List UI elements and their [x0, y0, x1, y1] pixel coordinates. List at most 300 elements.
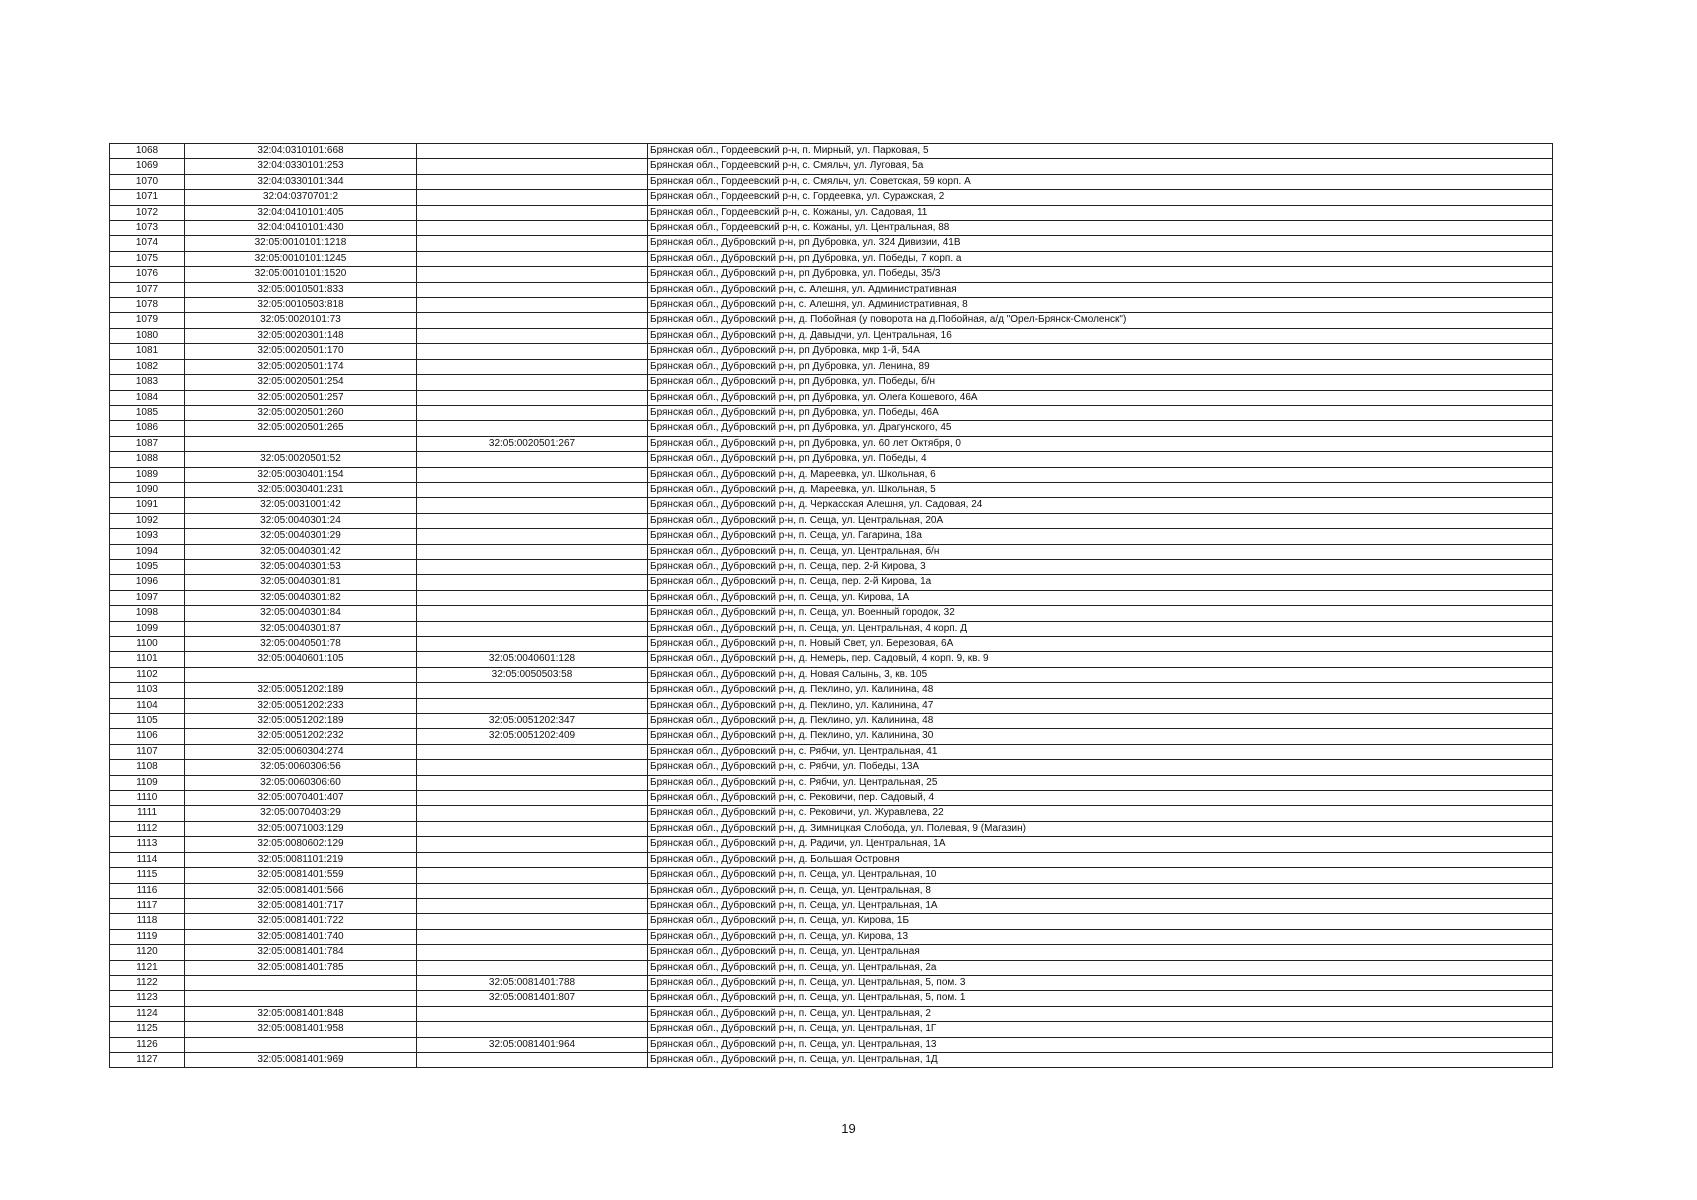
- table-row: [110, 637, 1553, 652]
- table-row: [110, 529, 1553, 544]
- cadastral-number-cell: 32:05:0010101:1245: [185, 251, 417, 266]
- address-cell: Брянская обл., Дубровский р-н, с. Рябчи, ул. Центральная, 25: [648, 775, 1553, 790]
- address-cell: Брянская обл., Дубровский р-н, п. Сеща, ул. Центральная, 2: [648, 1006, 1553, 1021]
- table-row: [110, 837, 1553, 852]
- address-cell: Брянская обл., Дубровский р-н, п. Сеща, ул. Центральная, 4 корп. Д: [648, 621, 1553, 636]
- address-cell: Брянская обл., Дубровский р-н, д. Давыдчи, ул. Центральная, 16: [648, 328, 1553, 343]
- cadastral-number-cell: 32:05:0080602:129: [185, 837, 417, 852]
- address-cell: Брянская обл., Дубровский р-н, с. Рековичи, пер. Садовый, 4: [648, 791, 1553, 806]
- cadastral-number-cell: 32:05:0081401:958: [185, 1022, 417, 1037]
- row-number-cell: 1088: [110, 452, 185, 467]
- table-row: [110, 729, 1553, 744]
- cadastral-number-secondary-cell: [417, 898, 648, 913]
- table-row: [110, 683, 1553, 698]
- address-cell: Брянская обл., Дубровский р-н, п. Сеща, ул. Центральная: [648, 945, 1553, 960]
- address-cell: Брянская обл., Дубровский р-н, д. Зимницкая Слобода, ул. Полевая, 9 (Магазин): [648, 821, 1553, 836]
- address-cell: Брянская обл., Дубровский р-н, с. Рябчи, ул. Победы, 13А: [648, 760, 1553, 775]
- row-number-cell: 1077: [110, 282, 185, 297]
- table-row: [110, 852, 1553, 867]
- table-body: [110, 144, 1553, 1068]
- table-row: [110, 236, 1553, 251]
- row-number-cell: 1092: [110, 513, 185, 528]
- cadastral-number-cell: 32:04:0330101:344: [185, 174, 417, 189]
- cadastral-number-cell: 32:05:0040301:87: [185, 621, 417, 636]
- row-number-cell: 1118: [110, 914, 185, 929]
- cadastral-number-secondary-cell: [417, 190, 648, 205]
- address-cell: Брянская обл., Дубровский р-н, рп Дубровка, ул. Драгунского, 45: [648, 421, 1553, 436]
- address-cell: Брянская обл., Гордеевский р-н, с. Смяльч, ул. Луговая, 5а: [648, 159, 1553, 174]
- row-number-cell: 1113: [110, 837, 185, 852]
- table-row: [110, 1037, 1553, 1052]
- table-row: [110, 667, 1553, 682]
- table-row: [110, 513, 1553, 528]
- cadastral-number-cell: [185, 436, 417, 451]
- table-row: [110, 174, 1553, 189]
- cadastral-number-cell: 32:05:0040301:53: [185, 559, 417, 574]
- cadastral-number-cell: 32:05:0010503:818: [185, 298, 417, 313]
- table-row: [110, 159, 1553, 174]
- table-row: [110, 575, 1553, 590]
- cadastral-number-cell: 32:05:0070401:407: [185, 791, 417, 806]
- row-number-cell: 1121: [110, 960, 185, 975]
- address-cell: Брянская обл., Дубровский р-н, п. Новый Свет, ул. Березовая, 6А: [648, 637, 1553, 652]
- row-number-cell: 1070: [110, 174, 185, 189]
- address-cell: Брянская обл., Дубровский р-н, рп Дубровка, ул. 324 Дивизии, 41В: [648, 236, 1553, 251]
- address-cell: Брянская обл., Дубровский р-н, рп Дубровка, ул. Ленина, 89: [648, 359, 1553, 374]
- cadastral-number-cell: 32:05:0060306:60: [185, 775, 417, 790]
- table-row: [110, 775, 1553, 790]
- table-row: [110, 975, 1553, 990]
- address-cell: Брянская обл., Дубровский р-н, п. Сеща, ул. Центральная, б/н: [648, 544, 1553, 559]
- cadastral-number-secondary-cell: 32:05:0020501:267: [417, 436, 648, 451]
- address-cell: Брянская обл., Дубровский р-н, д. Мареевка, ул. Школьная, 6: [648, 467, 1553, 482]
- cadastral-number-cell: 32:05:0010101:1218: [185, 236, 417, 251]
- table-row: [110, 267, 1553, 282]
- address-cell: Брянская обл., Дубровский р-н, с. Рябчи, ул. Центральная, 41: [648, 744, 1553, 759]
- table-row: [110, 205, 1553, 220]
- table-row: [110, 282, 1553, 297]
- row-number-cell: 1127: [110, 1052, 185, 1067]
- address-cell: Брянская обл., Дубровский р-н, д. Пеклино, ул. Калинина, 30: [648, 729, 1553, 744]
- row-number-cell: 1096: [110, 575, 185, 590]
- table-row: [110, 744, 1553, 759]
- cadastral-number-cell: 32:05:0081401:740: [185, 929, 417, 944]
- row-number-cell: 1114: [110, 852, 185, 867]
- cadastral-number-cell: 32:05:0040501:78: [185, 637, 417, 652]
- cadastral-number-secondary-cell: [417, 1052, 648, 1067]
- cadastral-number-cell: 32:05:0081401:848: [185, 1006, 417, 1021]
- cadastral-number-cell: [185, 1037, 417, 1052]
- cadastral-number-cell: [185, 975, 417, 990]
- table-row: [110, 559, 1553, 574]
- address-cell: Брянская обл., Дубровский р-н, д. Мареевка, ул. Школьная, 5: [648, 482, 1553, 497]
- cadastral-number-cell: 32:04:0410101:430: [185, 221, 417, 236]
- row-number-cell: 1076: [110, 267, 185, 282]
- cadastral-number-cell: 32:05:0060304:274: [185, 744, 417, 759]
- address-cell: Брянская обл., Дубровский р-н, п. Сеща, пер. 2-й Кирова, 1а: [648, 575, 1553, 590]
- table-row: [110, 806, 1553, 821]
- address-cell: Брянская обл., Дубровский р-н, п. Сеща, ул. Гагарина, 18а: [648, 529, 1553, 544]
- table-row: [110, 467, 1553, 482]
- row-number-cell: 1108: [110, 760, 185, 775]
- cadastral-number-cell: 32:05:0060306:56: [185, 760, 417, 775]
- table-row: [110, 405, 1553, 420]
- cadastral-number-cell: 32:05:0020501:260: [185, 405, 417, 420]
- table-row: [110, 652, 1553, 667]
- cadastral-number-cell: 32:05:0020501:52: [185, 452, 417, 467]
- cadastral-number-secondary-cell: [417, 914, 648, 929]
- cadastral-number-cell: 32:05:0020301:148: [185, 328, 417, 343]
- address-cell: Брянская обл., Гордеевский р-н, с. Смяльч, ул. Советская, 59 корп. А: [648, 174, 1553, 189]
- row-number-cell: 1095: [110, 559, 185, 574]
- table-row: [110, 436, 1553, 451]
- address-cell: Брянская обл., Дубровский р-н, рп Дубровка, ул. Победы, 35/3: [648, 267, 1553, 282]
- row-number-cell: 1082: [110, 359, 185, 374]
- row-number-cell: 1109: [110, 775, 185, 790]
- cadastral-number-secondary-cell: [417, 575, 648, 590]
- cadastral-number-cell: 32:05:0040301:24: [185, 513, 417, 528]
- address-cell: Брянская обл., Дубровский р-н, с. Алешня, ул. Административная, 8: [648, 298, 1553, 313]
- table-row: [110, 313, 1553, 328]
- cadastral-number-cell: 32:05:0081401:784: [185, 945, 417, 960]
- row-number-cell: 1115: [110, 868, 185, 883]
- cadastral-number-cell: 32:05:0010501:833: [185, 282, 417, 297]
- address-cell: Брянская обл., Дубровский р-н, д. Черкасская Алешня, ул. Садовая, 24: [648, 498, 1553, 513]
- row-number-cell: 1098: [110, 606, 185, 621]
- address-cell: Брянская обл., Дубровский р-н, п. Сеща, ул. Центральная, 20А: [648, 513, 1553, 528]
- row-number-cell: 1123: [110, 991, 185, 1006]
- cadastral-number-cell: 32:05:0020501:254: [185, 375, 417, 390]
- table-row: [110, 714, 1553, 729]
- address-cell: Брянская обл., Дубровский р-н, п. Сеща, пер. 2-й Кирова, 3: [648, 559, 1553, 574]
- cadastral-number-secondary-cell: [417, 221, 648, 236]
- cadastral-number-secondary-cell: [417, 390, 648, 405]
- row-number-cell: 1081: [110, 344, 185, 359]
- row-number-cell: 1100: [110, 637, 185, 652]
- cadastral-number-cell: 32:05:0010101:1520: [185, 267, 417, 282]
- table-row: [110, 1022, 1553, 1037]
- cadastral-number-secondary-cell: [417, 359, 648, 374]
- row-number-cell: 1087: [110, 436, 185, 451]
- cadastral-number-secondary-cell: [417, 313, 648, 328]
- table-row: [110, 760, 1553, 775]
- cadastral-number-cell: 32:05:0020501:257: [185, 390, 417, 405]
- address-cell: Брянская обл., Дубровский р-н, п. Сеща, ул. Центральная, 1Г: [648, 1022, 1553, 1037]
- cadastral-number-secondary-cell: [417, 298, 648, 313]
- cadastral-number-cell: 32:05:0020501:174: [185, 359, 417, 374]
- address-cell: Брянская обл., Дубровский р-н, рп Дубровка, ул. 60 лет Октября, 0: [648, 436, 1553, 451]
- cadastral-number-cell: 32:05:0081401:969: [185, 1052, 417, 1067]
- address-cell: Брянская обл., Дубровский р-н, п. Сеща, ул. Кирова, 1Б: [648, 914, 1553, 929]
- table-row: [110, 298, 1553, 313]
- row-number-cell: 1097: [110, 590, 185, 605]
- table-row: [110, 929, 1553, 944]
- cadastral-number-secondary-cell: [417, 637, 648, 652]
- address-cell: Брянская обл., Дубровский р-н, д. Большая Островня: [648, 852, 1553, 867]
- address-cell: Брянская обл., Дубровский р-н, рп Дубровка, ул. Победы, 46А: [648, 405, 1553, 420]
- cadastral-number-cell: 32:05:0070403:29: [185, 806, 417, 821]
- cadastral-number-secondary-cell: [417, 529, 648, 544]
- cadastral-number-cell: 32:05:0031001:42: [185, 498, 417, 513]
- row-number-cell: 1110: [110, 791, 185, 806]
- row-number-cell: 1124: [110, 1006, 185, 1021]
- cadastral-number-secondary-cell: [417, 1022, 648, 1037]
- table-row: [110, 190, 1553, 205]
- address-cell: Брянская обл., Дубровский р-н, п. Сеща, ул. Центральная, 13: [648, 1037, 1553, 1052]
- cadastral-number-secondary-cell: [417, 945, 648, 960]
- cadastral-number-secondary-cell: [417, 205, 648, 220]
- cadastral-number-secondary-cell: 32:05:0081401:807: [417, 991, 648, 1006]
- address-cell: Брянская обл., Гордеевский р-н, с. Гордеевка, ул. Суражская, 2: [648, 190, 1553, 205]
- address-cell: Брянская обл., Гордеевский р-н, с. Кожаны, ул. Садовая, 11: [648, 205, 1553, 220]
- address-cell: Брянская обл., Дубровский р-н, п. Сеща, ул. Центральная, 8: [648, 883, 1553, 898]
- cadastral-number-secondary-cell: [417, 698, 648, 713]
- cadastral-number-secondary-cell: [417, 744, 648, 759]
- cadastral-number-cell: 32:05:0040301:29: [185, 529, 417, 544]
- row-number-cell: 1125: [110, 1022, 185, 1037]
- cadastral-number-cell: 32:05:0051202:189: [185, 683, 417, 698]
- cadastral-number-secondary-cell: [417, 405, 648, 420]
- table-row: [110, 898, 1553, 913]
- cadastral-number-secondary-cell: [417, 606, 648, 621]
- address-cell: Брянская обл., Дубровский р-н, рп Дубровка, ул. Победы, 4: [648, 452, 1553, 467]
- row-number-cell: 1068: [110, 144, 185, 159]
- address-cell: Брянская обл., Гордеевский р-н, п. Мирный, ул. Парковая, 5: [648, 144, 1553, 159]
- cadastral-number-cell: 32:04:0310101:668: [185, 144, 417, 159]
- row-number-cell: 1112: [110, 821, 185, 836]
- address-cell: Брянская обл., Дубровский р-н, п. Сеща, ул. Центральная, 1Д: [648, 1052, 1553, 1067]
- table-row: [110, 590, 1553, 605]
- address-cell: Брянская обл., Дубровский р-н, рп Дубровка, ул. Олега Кошевого, 46А: [648, 390, 1553, 405]
- cadastral-number-cell: 32:05:0040301:81: [185, 575, 417, 590]
- row-number-cell: 1074: [110, 236, 185, 251]
- table-row: [110, 1006, 1553, 1021]
- row-number-cell: 1101: [110, 652, 185, 667]
- cadastral-number-cell: 32:05:0040301:42: [185, 544, 417, 559]
- row-number-cell: 1126: [110, 1037, 185, 1052]
- cadastral-number-secondary-cell: [417, 837, 648, 852]
- row-number-cell: 1102: [110, 667, 185, 682]
- row-number-cell: 1119: [110, 929, 185, 944]
- cadastral-number-secondary-cell: [417, 344, 648, 359]
- cadastral-number-cell: 32:05:0020101:73: [185, 313, 417, 328]
- cadastral-number-secondary-cell: [417, 929, 648, 944]
- cadastral-number-secondary-cell: [417, 328, 648, 343]
- address-cell: Брянская обл., Дубровский р-н, п. Сеща, ул. Военный городок, 32: [648, 606, 1553, 621]
- cadastral-number-cell: 32:05:0081401:566: [185, 883, 417, 898]
- cadastral-number-cell: 32:05:0081401:559: [185, 868, 417, 883]
- row-number-cell: 1099: [110, 621, 185, 636]
- address-cell: Брянская обл., Дубровский р-н, д. Побойная (у поворота на д.Побойная, а/д "Орел-Брянск-Смоленск"): [648, 313, 1553, 328]
- row-number-cell: 1105: [110, 714, 185, 729]
- cadastral-number-cell: 32:05:0040601:105: [185, 652, 417, 667]
- table-row: [110, 791, 1553, 806]
- row-number-cell: 1084: [110, 390, 185, 405]
- table-row: [110, 498, 1553, 513]
- cadastral-number-secondary-cell: [417, 559, 648, 574]
- row-number-cell: 1106: [110, 729, 185, 744]
- table-row: [110, 914, 1553, 929]
- cadastral-number-cell: 32:05:0051202:189: [185, 714, 417, 729]
- cadastral-number-secondary-cell: [417, 806, 648, 821]
- cadastral-number-secondary-cell: [417, 452, 648, 467]
- row-number-cell: 1091: [110, 498, 185, 513]
- cadastral-number-secondary-cell: [417, 883, 648, 898]
- address-cell: Брянская обл., Дубровский р-н, п. Сеща, ул. Кирова, 1А: [648, 590, 1553, 605]
- cadastral-number-cell: [185, 667, 417, 682]
- cadastral-number-secondary-cell: [417, 467, 648, 482]
- table-row: [110, 606, 1553, 621]
- address-cell: Брянская обл., Дубровский р-н, с. Рековичи, ул. Журавлева, 22: [648, 806, 1553, 821]
- row-number-cell: 1075: [110, 251, 185, 266]
- cadastral-number-secondary-cell: [417, 775, 648, 790]
- table-row: [110, 144, 1553, 159]
- table-row: [110, 544, 1553, 559]
- table-row: [110, 452, 1553, 467]
- table-row: [110, 991, 1553, 1006]
- row-number-cell: 1111: [110, 806, 185, 821]
- cadastral-number-secondary-cell: [417, 868, 648, 883]
- cadastral-number-secondary-cell: [417, 1006, 648, 1021]
- cadastral-number-cell: 32:05:0030401:154: [185, 467, 417, 482]
- cadastral-number-secondary-cell: [417, 621, 648, 636]
- address-cell: Брянская обл., Дубровский р-н, рп Дубровка, мкр 1-й, 54А: [648, 344, 1553, 359]
- table-row: [110, 328, 1553, 343]
- cadastral-number-cell: 32:05:0020501:170: [185, 344, 417, 359]
- address-cell: Брянская обл., Дубровский р-н, п. Сеща, ул. Центральная, 1А: [648, 898, 1553, 913]
- page-number: 19: [841, 1121, 856, 1136]
- table-row: [110, 359, 1553, 374]
- row-number-cell: 1079: [110, 313, 185, 328]
- row-number-cell: 1072: [110, 205, 185, 220]
- cadastral-number-secondary-cell: [417, 144, 648, 159]
- cadastral-number-secondary-cell: [417, 513, 648, 528]
- cadastral-number-secondary-cell: 32:05:0050503:58: [417, 667, 648, 682]
- address-cell: Брянская обл., Дубровский р-н, п. Сеща, ул. Центральная, 5, пом. 3: [648, 975, 1553, 990]
- cadastral-number-cell: 32:04:0330101:253: [185, 159, 417, 174]
- cadastral-number-cell: 32:05:0051202:233: [185, 698, 417, 713]
- cadastral-number-secondary-cell: [417, 544, 648, 559]
- table-row: [110, 344, 1553, 359]
- row-number-cell: 1104: [110, 698, 185, 713]
- table-row: [110, 421, 1553, 436]
- table-row: [110, 251, 1553, 266]
- cadastral-number-cell: [185, 991, 417, 1006]
- cadastral-number-cell: 32:05:0020501:265: [185, 421, 417, 436]
- cadastral-number-cell: 32:05:0040301:82: [185, 590, 417, 605]
- row-number-cell: 1094: [110, 544, 185, 559]
- table-row: [110, 482, 1553, 497]
- table-row: [110, 945, 1553, 960]
- cadastral-number-secondary-cell: [417, 821, 648, 836]
- cadastral-number-cell: 32:05:0081401:722: [185, 914, 417, 929]
- cadastral-number-secondary-cell: [417, 683, 648, 698]
- cadastral-number-secondary-cell: [417, 498, 648, 513]
- address-cell: Брянская обл., Дубровский р-н, д. Пеклино, ул. Калинина, 47: [648, 698, 1553, 713]
- table-row: [110, 698, 1553, 713]
- cadastral-number-secondary-cell: [417, 159, 648, 174]
- address-cell: Брянская обл., Дубровский р-н, рп Дубровка, ул. Победы, б/н: [648, 375, 1553, 390]
- cadastral-number-secondary-cell: [417, 482, 648, 497]
- cadastral-number-secondary-cell: [417, 236, 648, 251]
- cadastral-number-secondary-cell: [417, 421, 648, 436]
- cadastral-number-secondary-cell: [417, 282, 648, 297]
- table-row: [110, 621, 1553, 636]
- address-cell: Брянская обл., Дубровский р-н, с. Алешня, ул. Административная: [648, 282, 1553, 297]
- address-cell: Брянская обл., Дубровский р-н, п. Сеща, ул. Кирова, 13: [648, 929, 1553, 944]
- row-number-cell: 1090: [110, 482, 185, 497]
- cadastral-number-cell: 32:05:0040301:84: [185, 606, 417, 621]
- table-row: [110, 221, 1553, 236]
- cadastral-number-cell: 32:04:0410101:405: [185, 205, 417, 220]
- address-cell: Брянская обл., Дубровский р-н, д. Новая Салынь, 3, кв. 105: [648, 667, 1553, 682]
- cadastral-number-secondary-cell: 32:05:0081401:788: [417, 975, 648, 990]
- cadastral-number-cell: 32:05:0081101:219: [185, 852, 417, 867]
- address-cell: Брянская обл., Дубровский р-н, д. Пеклино, ул. Калинина, 48: [648, 683, 1553, 698]
- address-cell: Брянская обл., Гордеевский р-н, с. Кожаны, ул. Центральная, 88: [648, 221, 1553, 236]
- table-row: [110, 868, 1553, 883]
- cadastral-number-secondary-cell: 32:05:0051202:409: [417, 729, 648, 744]
- address-cell: Брянская обл., Дубровский р-н, рп Дубровка, ул. Победы, 7 корп. а: [648, 251, 1553, 266]
- property-table: [109, 143, 1553, 1068]
- cadastral-number-secondary-cell: [417, 852, 648, 867]
- row-number-cell: 1080: [110, 328, 185, 343]
- address-cell: Брянская обл., Дубровский р-н, п. Сеща, ул. Центральная, 2а: [648, 960, 1553, 975]
- cadastral-number-secondary-cell: [417, 791, 648, 806]
- row-number-cell: 1116: [110, 883, 185, 898]
- address-cell: Брянская обл., Дубровский р-н, д. Радичи, ул. Центральная, 1А: [648, 837, 1553, 852]
- row-number-cell: 1083: [110, 375, 185, 390]
- row-number-cell: 1069: [110, 159, 185, 174]
- row-number-cell: 1120: [110, 945, 185, 960]
- address-cell: Брянская обл., Дубровский р-н, п. Сеща, ул. Центральная, 5, пом. 1: [648, 991, 1553, 1006]
- table-row: [110, 375, 1553, 390]
- row-number-cell: 1089: [110, 467, 185, 482]
- row-number-cell: 1085: [110, 405, 185, 420]
- cadastral-number-secondary-cell: [417, 590, 648, 605]
- row-number-cell: 1107: [110, 744, 185, 759]
- row-number-cell: 1071: [110, 190, 185, 205]
- address-cell: Брянская обл., Дубровский р-н, д. Немерь, пер. Садовый, 4 корп. 9, кв. 9: [648, 652, 1553, 667]
- cadastral-number-secondary-cell: [417, 760, 648, 775]
- row-number-cell: 1073: [110, 221, 185, 236]
- table-row: [110, 883, 1553, 898]
- cadastral-number-secondary-cell: 32:05:0051202:347: [417, 714, 648, 729]
- address-cell: Брянская обл., Дубровский р-н, д. Пеклино, ул. Калинина, 48: [648, 714, 1553, 729]
- cadastral-number-secondary-cell: [417, 375, 648, 390]
- row-number-cell: 1122: [110, 975, 185, 990]
- row-number-cell: 1086: [110, 421, 185, 436]
- table-row: [110, 821, 1553, 836]
- cadastral-number-cell: 32:05:0081401:785: [185, 960, 417, 975]
- cadastral-number-secondary-cell: [417, 251, 648, 266]
- row-number-cell: 1078: [110, 298, 185, 313]
- row-number-cell: 1117: [110, 898, 185, 913]
- cadastral-number-cell: 32:05:0051202:232: [185, 729, 417, 744]
- cadastral-number-cell: 32:05:0030401:231: [185, 482, 417, 497]
- row-number-cell: 1103: [110, 683, 185, 698]
- cadastral-number-cell: 32:05:0081401:717: [185, 898, 417, 913]
- cadastral-number-secondary-cell: [417, 174, 648, 189]
- cadastral-number-secondary-cell: [417, 267, 648, 282]
- cadastral-number-secondary-cell: 32:05:0040601:128: [417, 652, 648, 667]
- cadastral-number-secondary-cell: 32:05:0081401:964: [417, 1037, 648, 1052]
- address-cell: Брянская обл., Дубровский р-н, п. Сеща, ул. Центральная, 10: [648, 868, 1553, 883]
- row-number-cell: 1093: [110, 529, 185, 544]
- table-row: [110, 1052, 1553, 1067]
- table-row: [110, 960, 1553, 975]
- cadastral-number-cell: 32:04:0370701:2: [185, 190, 417, 205]
